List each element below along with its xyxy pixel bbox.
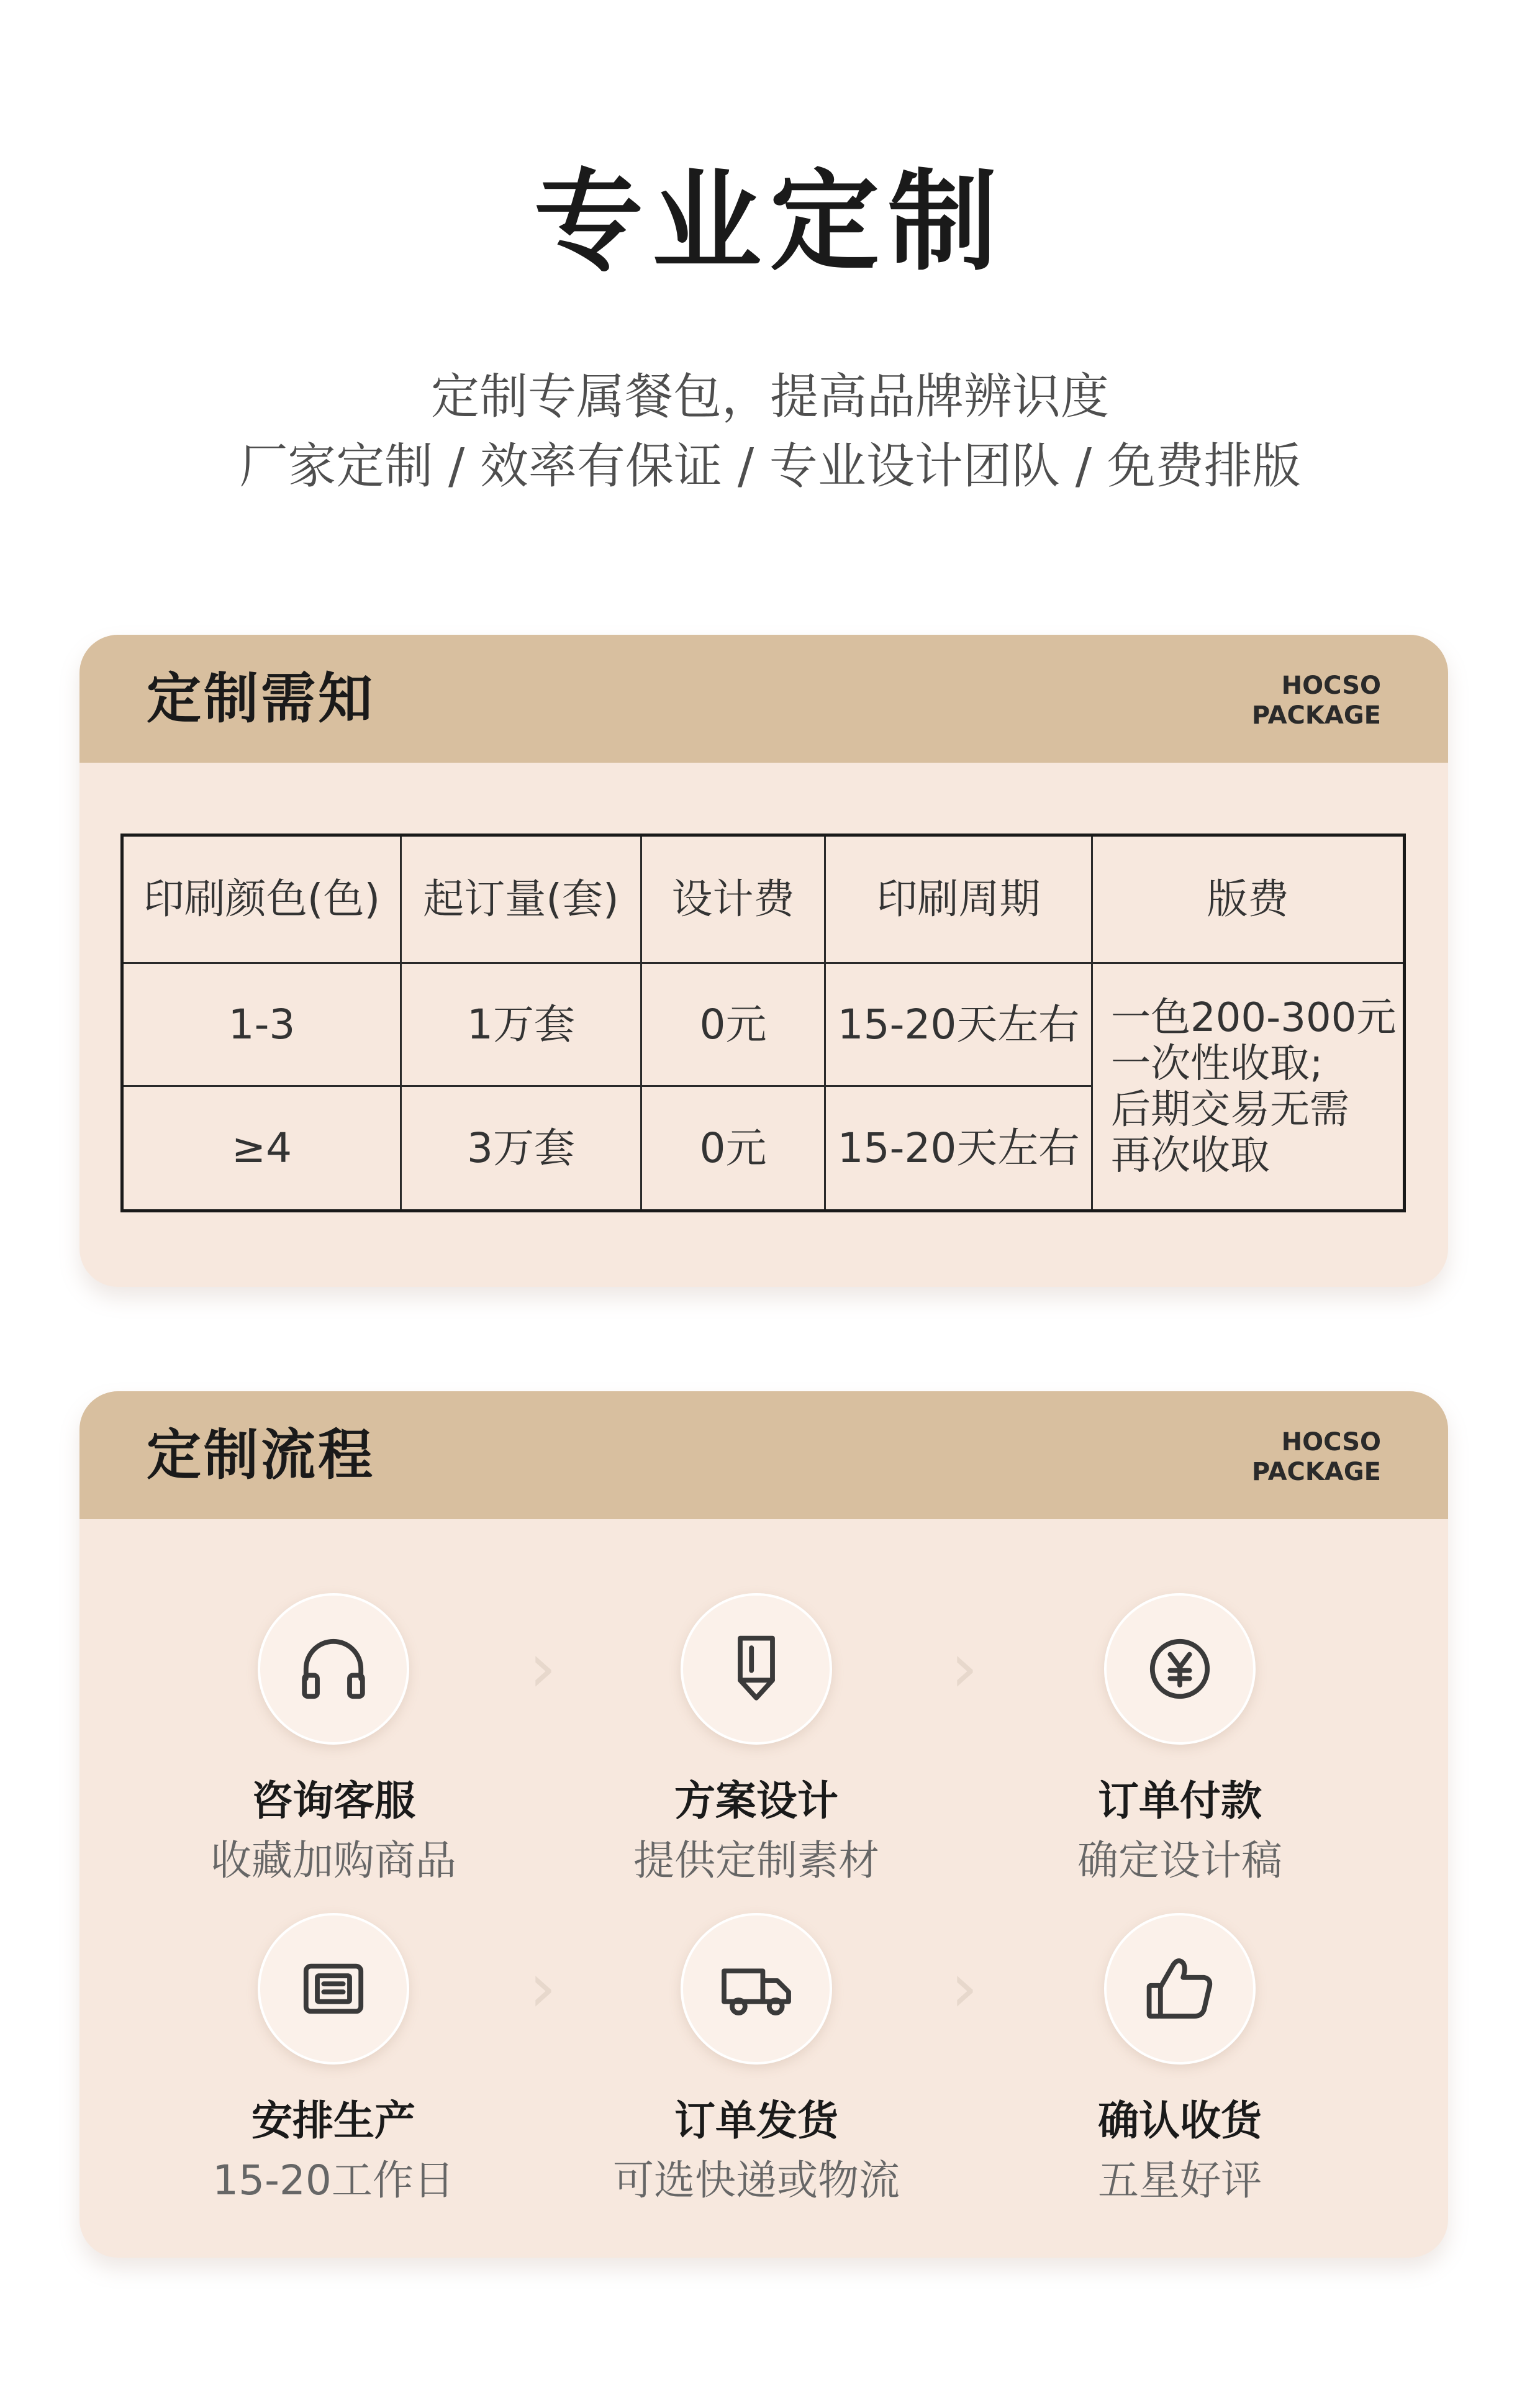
process-step-receipt xyxy=(1006,1913,1354,2204)
step-icon-circle xyxy=(681,1593,832,1745)
spec-table xyxy=(120,834,1406,1212)
headset-icon xyxy=(293,1629,374,1709)
chevron-right-icon: › xyxy=(951,1628,978,1707)
table-header-cell: 设计费 xyxy=(671,875,795,923)
yen-coin-icon xyxy=(1139,1629,1220,1709)
step-desc: 15-20工作日 xyxy=(212,2156,455,2204)
table-header-cell: 版费 xyxy=(1207,875,1289,923)
table-header-cell: 印刷颜色(色) xyxy=(143,875,381,923)
table-cell: 0元 xyxy=(699,1000,767,1048)
fee-line: 后期交易无需 xyxy=(1111,1087,1349,1133)
brand-line-1: HOCSO xyxy=(1281,1428,1381,1456)
brand-logo-text xyxy=(1252,671,1381,730)
process-step-payment xyxy=(1006,1593,1354,1884)
page-title: 专业定制 xyxy=(533,158,1006,286)
thumbs-up-icon xyxy=(1139,1948,1220,2029)
step-desc: 确定设计稿 xyxy=(1077,1837,1282,1884)
subtitle-line-1: 定制专属餐包，提高品牌辨识度 xyxy=(430,369,1109,425)
brand-line-1: HOCSO xyxy=(1281,671,1381,700)
process-title: 定制流程 xyxy=(147,1423,376,1487)
chevron-right-icon: › xyxy=(951,1948,978,2027)
brand-logo-text xyxy=(1252,1427,1381,1487)
step-desc: 可选快递或物流 xyxy=(613,2156,900,2204)
table-cell: 15-20天左右 xyxy=(837,1000,1080,1048)
chevron-right-icon: › xyxy=(529,1628,556,1707)
chevron-right-icon: › xyxy=(529,1948,556,2027)
subtitle-line-2: 厂家定制 / 效率有保证 / 专业设计团队 / 免费排版 xyxy=(239,438,1301,494)
process-card xyxy=(79,1391,1448,2258)
table-cell: 15-20天左右 xyxy=(837,1124,1080,1172)
process-step-design xyxy=(582,1593,930,1884)
step-desc: 收藏加购商品 xyxy=(211,1837,456,1884)
step-desc: 五星好评 xyxy=(1098,2156,1262,2204)
step-title: 咨询客服 xyxy=(251,1777,415,1825)
step-title: 订单付款 xyxy=(1098,1777,1262,1825)
pencil-icon xyxy=(716,1629,797,1709)
fee-line: 再次收取 xyxy=(1111,1133,1270,1179)
notice-title: 定制需知 xyxy=(147,666,376,730)
step-desc: 提供定制素材 xyxy=(633,1837,879,1884)
table-header-cell: 印刷周期 xyxy=(876,875,1041,923)
step-icon-circle xyxy=(1104,1593,1256,1745)
step-title: 方案设计 xyxy=(674,1777,838,1825)
process-card-header xyxy=(79,1391,1448,1519)
step-icon-circle xyxy=(258,1593,409,1745)
brand-line-2: PACKAGE xyxy=(1251,1458,1381,1486)
table-cell: 1万套 xyxy=(467,1000,575,1048)
table-cell: 0元 xyxy=(699,1124,767,1172)
step-title: 订单发货 xyxy=(674,2097,838,2145)
fee-line: 一色200-300元 xyxy=(1111,995,1397,1041)
process-step-shipping xyxy=(582,1913,930,2204)
step-icon-circle xyxy=(258,1913,409,2065)
printer-icon xyxy=(293,1948,374,2029)
notice-card-header xyxy=(79,635,1448,763)
step-icon-circle xyxy=(1104,1913,1256,2065)
fee-line: 一次性收取; xyxy=(1111,1041,1323,1087)
notice-card xyxy=(79,635,1448,1287)
table-cell: 3万套 xyxy=(467,1124,575,1172)
step-title: 确认收货 xyxy=(1098,2097,1262,2145)
truck-icon xyxy=(716,1948,797,2029)
process-step-production xyxy=(160,1913,507,2204)
process-step-consult xyxy=(160,1593,507,1884)
table-cell: ≥4 xyxy=(231,1124,292,1172)
brand-line-2: PACKAGE xyxy=(1251,701,1381,730)
step-icon-circle xyxy=(681,1913,832,2065)
table-cell: 1-3 xyxy=(228,1000,296,1048)
step-title: 安排生产 xyxy=(251,2097,415,2145)
plate-fee-cell xyxy=(1092,964,1406,1212)
table-header-cell: 起订量(套) xyxy=(423,875,619,923)
